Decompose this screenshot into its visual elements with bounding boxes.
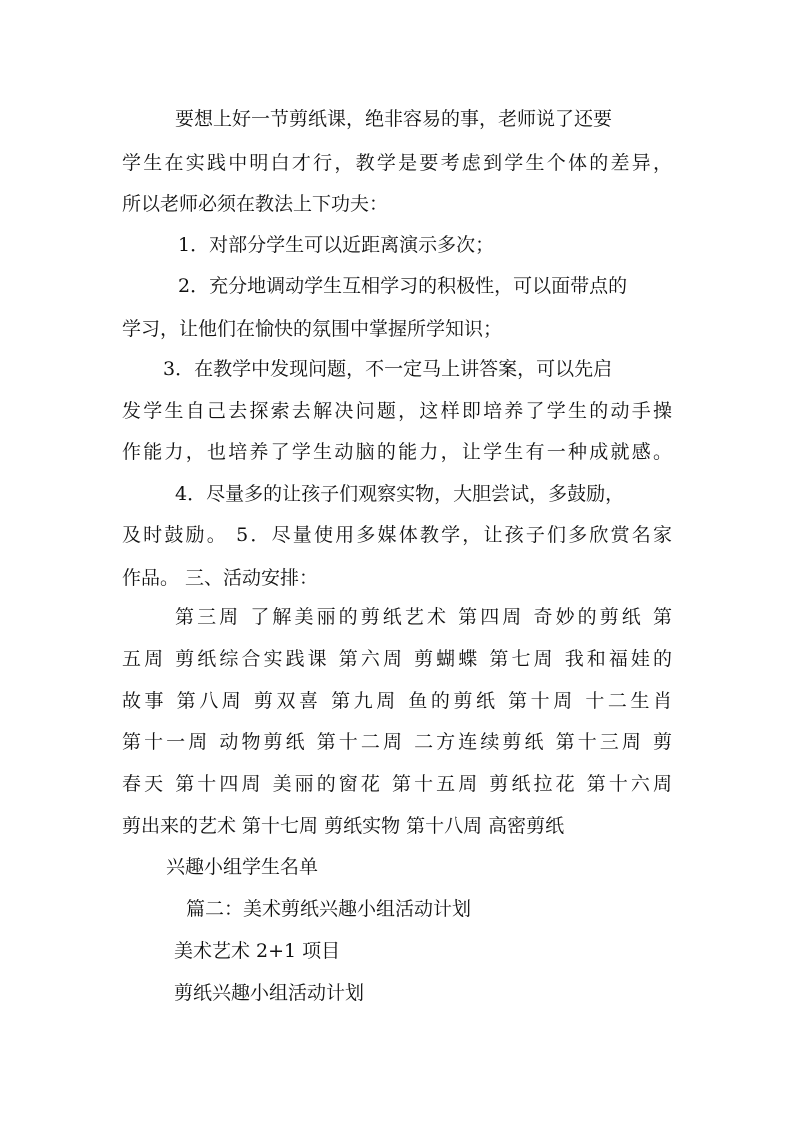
list-item-3-line-1: 3．在教学中发现问题，不一定马上讲答案，可以先启 <box>163 358 613 380</box>
list-item-3-line-3: 作能力，也培养了学生动脑的能力，让学生有一种成就感。 <box>122 441 672 463</box>
list-item-4-line-2: 及时鼓励。 5．尽量使用多媒体教学，让孩子们多欣赏名家 <box>122 524 672 546</box>
paragraph-intro-line-1: 要想上好一节剪纸课，绝非容易的事，老师说了还要 <box>175 108 613 130</box>
schedule-line-2: 五周 剪纸综合实践课 第六周 剪蝴蝶 第七周 我和福娃的 <box>122 648 672 670</box>
list-item-4-line-1: 4．尽量多的让孩子们观察实物，大胆尝试，多鼓励， <box>175 483 625 505</box>
paragraph-intro-line-3: 所以老师必须在教法上下功夫： <box>122 193 389 215</box>
list-item-3-line-2: 发学生自己去探索去解决问题，这样即培养了学生的动手操 <box>122 400 672 422</box>
schedule-line-5: 春天 第十四周 美丽的窗花 第十五周 剪纸拉花 第十六周 <box>122 773 672 795</box>
plan-subtitle: 剪纸兴趣小组活动计划 <box>174 982 365 1004</box>
schedule-line-3: 故事 第八周 剪双喜 第九周 鱼的剪纸 第十周 十二生肖 <box>122 690 672 712</box>
list-item-2-line-2: 学习，让他们在愉快的氛围中掌握所学知识； <box>122 318 503 340</box>
schedule-line-6: 剪出来的艺术 第十七周 剪纸实物 第十八周 高密剪纸 <box>122 815 565 837</box>
paragraph-intro-line-2: 学生在实践中明白才行，教学是要考虑到学生个体的差异， <box>122 152 672 174</box>
schedule-line-4: 第十一周 动物剪纸 第十二周 二方连续剪纸 第十三周 剪 <box>122 731 672 753</box>
list-item-2-line-1: 2．充分地调动学生互相学习的积极性，可以面带点的 <box>178 275 628 297</box>
list-item-4-line-3: 作品。 三、活动安排： <box>122 567 319 589</box>
section-two-title: 篇二：美术剪纸兴趣小组活动计划 <box>186 898 472 920</box>
list-item-1-line-1: 1．对部分学生可以近距离演示多次； <box>178 234 495 256</box>
student-list-heading: 兴趣小组学生名单 <box>166 856 319 878</box>
project-subtitle: 美术艺术 2+1 项目 <box>174 940 341 962</box>
schedule-line-1: 第三周 了解美丽的剪纸艺术 第四周 奇妙的剪纸 第 <box>175 606 672 628</box>
